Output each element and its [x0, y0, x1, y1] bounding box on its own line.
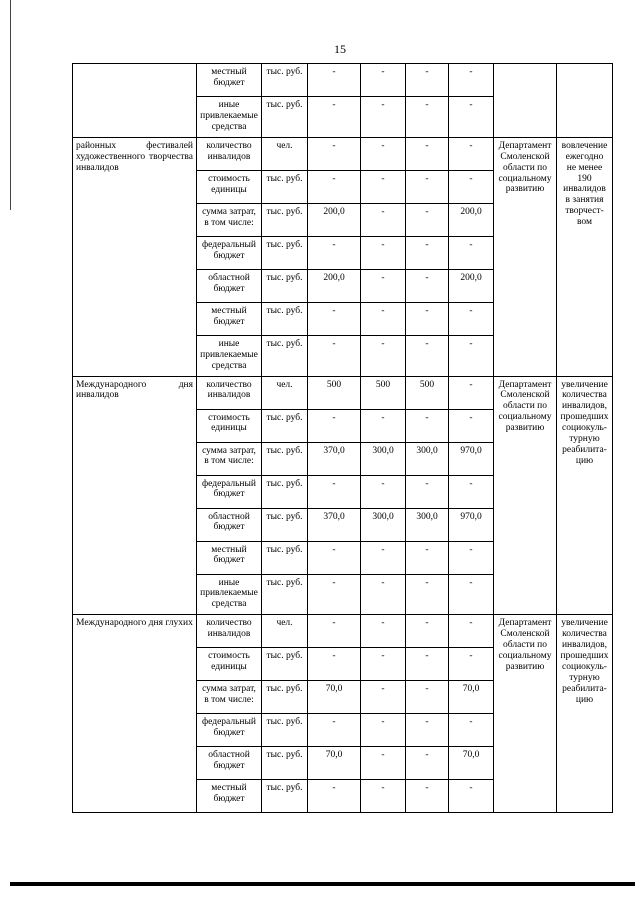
unit-cell: тыс. руб.	[262, 780, 308, 813]
value-cell: 370,0	[308, 442, 361, 475]
value-cell: -	[308, 170, 361, 203]
value-cell: -	[449, 170, 494, 203]
table-row	[73, 615, 613, 648]
value-cell: 200,0	[308, 269, 361, 302]
indicator-cell: иные привлекаемые средства	[197, 97, 262, 138]
value-cell: -	[406, 747, 449, 780]
table-row	[73, 376, 613, 409]
value-cell: -	[449, 236, 494, 269]
value-cell: 300,0	[406, 508, 449, 541]
table-body	[73, 64, 613, 813]
value-cell: 300,0	[406, 442, 449, 475]
value-cell: -	[308, 648, 361, 681]
indicator-cell: сумма затрат, в том числе:	[197, 442, 262, 475]
indicator-cell: количество инвалидов	[197, 137, 262, 170]
value-cell: 70,0	[449, 747, 494, 780]
value-cell: -	[449, 541, 494, 574]
unit-cell: чел.	[262, 137, 308, 170]
value-cell: -	[406, 137, 449, 170]
value-cell: -	[449, 335, 494, 376]
value-cell: -	[361, 475, 406, 508]
unit-cell: тыс. руб.	[262, 574, 308, 615]
value-cell: 70,0	[449, 681, 494, 714]
unit-cell: тыс. руб.	[262, 170, 308, 203]
value-cell: -	[406, 236, 449, 269]
value-cell: -	[449, 409, 494, 442]
value-cell: 200,0	[449, 269, 494, 302]
value-cell: -	[449, 780, 494, 813]
value-cell: 970,0	[449, 442, 494, 475]
executor-cell: Департамент Смоленской области по социальному развитию	[494, 137, 557, 376]
unit-cell: тыс. руб.	[262, 269, 308, 302]
unit-cell: тыс. руб.	[262, 442, 308, 475]
continued-name-cell	[73, 64, 197, 138]
indicator-cell: сумма затрат, в том числе:	[197, 681, 262, 714]
indicator-cell: федеральный бюджет	[197, 714, 262, 747]
value-cell: -	[361, 747, 406, 780]
value-cell: -	[406, 648, 449, 681]
value-cell: -	[449, 574, 494, 615]
value-cell: -	[308, 574, 361, 615]
value-cell: -	[361, 780, 406, 813]
value-cell: -	[449, 714, 494, 747]
value-cell: -	[361, 137, 406, 170]
value-cell: -	[449, 137, 494, 170]
indicator-cell: местный бюджет	[197, 541, 262, 574]
value-cell: -	[361, 541, 406, 574]
executor-cell: Департамент Смоленской области по социальному развитию	[494, 615, 557, 813]
continued-result-cell	[557, 64, 613, 138]
value-cell: -	[361, 648, 406, 681]
value-cell: -	[308, 541, 361, 574]
value-cell: -	[308, 302, 361, 335]
indicator-cell: областной бюджет	[197, 508, 262, 541]
value-cell: 500	[406, 376, 449, 409]
value-cell: -	[406, 780, 449, 813]
indicator-cell: областной бюджет	[197, 269, 262, 302]
value-cell: -	[406, 541, 449, 574]
value-cell: -	[361, 64, 406, 97]
activity-name-cell: Международного дня глухих	[73, 615, 197, 813]
value-cell: 970,0	[449, 508, 494, 541]
indicator-cell: количество инвалидов	[197, 376, 262, 409]
indicator-cell: иные привлекаемые средства	[197, 335, 262, 376]
indicator-cell: стоимость единицы	[197, 648, 262, 681]
value-cell: 370,0	[308, 508, 361, 541]
value-cell: -	[361, 409, 406, 442]
unit-cell: тыс. руб.	[262, 541, 308, 574]
value-cell: 70,0	[308, 681, 361, 714]
value-cell: -	[406, 335, 449, 376]
indicator-cell: федеральный бюджет	[197, 236, 262, 269]
value-cell: -	[308, 64, 361, 97]
unit-cell: тыс. руб.	[262, 648, 308, 681]
value-cell: -	[449, 376, 494, 409]
value-cell: 200,0	[449, 203, 494, 236]
value-cell: -	[361, 236, 406, 269]
value-cell: -	[361, 615, 406, 648]
value-cell: -	[406, 203, 449, 236]
table-row	[73, 64, 613, 97]
value-cell: -	[308, 475, 361, 508]
indicator-cell: стоимость единицы	[197, 170, 262, 203]
indicator-cell: количество инвалидов	[197, 615, 262, 648]
value-cell: -	[308, 335, 361, 376]
activity-name-cell: Международного дня инвалидов	[73, 376, 197, 615]
value-cell: -	[406, 475, 449, 508]
value-cell: -	[361, 574, 406, 615]
result-cell: вовлечение ежегодно не менее 190 инвалидов в занятия творчест-вом	[557, 137, 613, 376]
value-cell: -	[406, 97, 449, 138]
value-cell: -	[361, 714, 406, 747]
result-cell: увеличение количества инвалидов, прошедших социокуль-турную реабилита-цию	[557, 615, 613, 813]
unit-cell: тыс. руб.	[262, 97, 308, 138]
value-cell: -	[406, 269, 449, 302]
value-cell: -	[308, 409, 361, 442]
value-cell: 70,0	[308, 747, 361, 780]
indicator-cell: иные привлекаемые средства	[197, 574, 262, 615]
indicator-cell: местный бюджет	[197, 64, 262, 97]
bottom-rule	[10, 882, 635, 886]
value-cell: -	[308, 236, 361, 269]
indicator-cell: стоимость единицы	[197, 409, 262, 442]
value-cell: 500	[308, 376, 361, 409]
unit-cell: тыс. руб.	[262, 681, 308, 714]
unit-cell: тыс. руб.	[262, 409, 308, 442]
value-cell: -	[361, 203, 406, 236]
value-cell: -	[308, 97, 361, 138]
left-margin-line	[10, 0, 11, 210]
unit-cell: чел.	[262, 615, 308, 648]
value-cell: -	[449, 615, 494, 648]
value-cell: -	[308, 780, 361, 813]
value-cell: -	[406, 615, 449, 648]
value-cell: 300,0	[361, 508, 406, 541]
unit-cell: тыс. руб.	[262, 335, 308, 376]
value-cell: 500	[361, 376, 406, 409]
value-cell: -	[308, 714, 361, 747]
indicator-cell: сумма затрат, в том числе:	[197, 203, 262, 236]
value-cell: -	[406, 170, 449, 203]
value-cell: -	[449, 302, 494, 335]
value-cell: 200,0	[308, 203, 361, 236]
unit-cell: тыс. руб.	[262, 236, 308, 269]
value-cell: -	[449, 648, 494, 681]
indicator-cell: местный бюджет	[197, 302, 262, 335]
page-number: 15	[334, 42, 346, 56]
unit-cell: тыс. руб.	[262, 203, 308, 236]
value-cell: -	[361, 97, 406, 138]
value-cell: -	[361, 681, 406, 714]
indicator-cell: местный бюджет	[197, 780, 262, 813]
indicator-cell: областной бюджет	[197, 747, 262, 780]
value-cell: -	[361, 170, 406, 203]
value-cell: -	[361, 269, 406, 302]
value-cell: -	[406, 681, 449, 714]
unit-cell: чел.	[262, 376, 308, 409]
value-cell: -	[449, 64, 494, 97]
unit-cell: тыс. руб.	[262, 64, 308, 97]
value-cell: -	[406, 64, 449, 97]
value-cell: -	[449, 97, 494, 138]
value-cell: -	[406, 302, 449, 335]
value-cell: 300,0	[361, 442, 406, 475]
executor-cell: Департамент Смоленской области по социальному развитию	[494, 376, 557, 615]
unit-cell: тыс. руб.	[262, 714, 308, 747]
value-cell: -	[406, 714, 449, 747]
value-cell: -	[406, 574, 449, 615]
activity-name-cell: районных фестивалей художественного творчества инвалидов	[73, 137, 197, 376]
value-cell: -	[308, 615, 361, 648]
unit-cell: тыс. руб.	[262, 302, 308, 335]
value-cell: -	[361, 302, 406, 335]
value-cell: -	[361, 335, 406, 376]
continued-executor-cell	[494, 64, 557, 138]
value-cell: -	[308, 137, 361, 170]
value-cell: -	[406, 409, 449, 442]
result-cell: увеличение количества инвалидов, прошедших социокуль-турную реабилита-цию	[557, 376, 613, 615]
unit-cell: тыс. руб.	[262, 747, 308, 780]
indicator-cell: федеральный бюджет	[197, 475, 262, 508]
value-cell: -	[449, 475, 494, 508]
unit-cell: тыс. руб.	[262, 475, 308, 508]
table-row	[73, 137, 613, 170]
unit-cell: тыс. руб.	[262, 508, 308, 541]
program-table	[72, 63, 613, 813]
